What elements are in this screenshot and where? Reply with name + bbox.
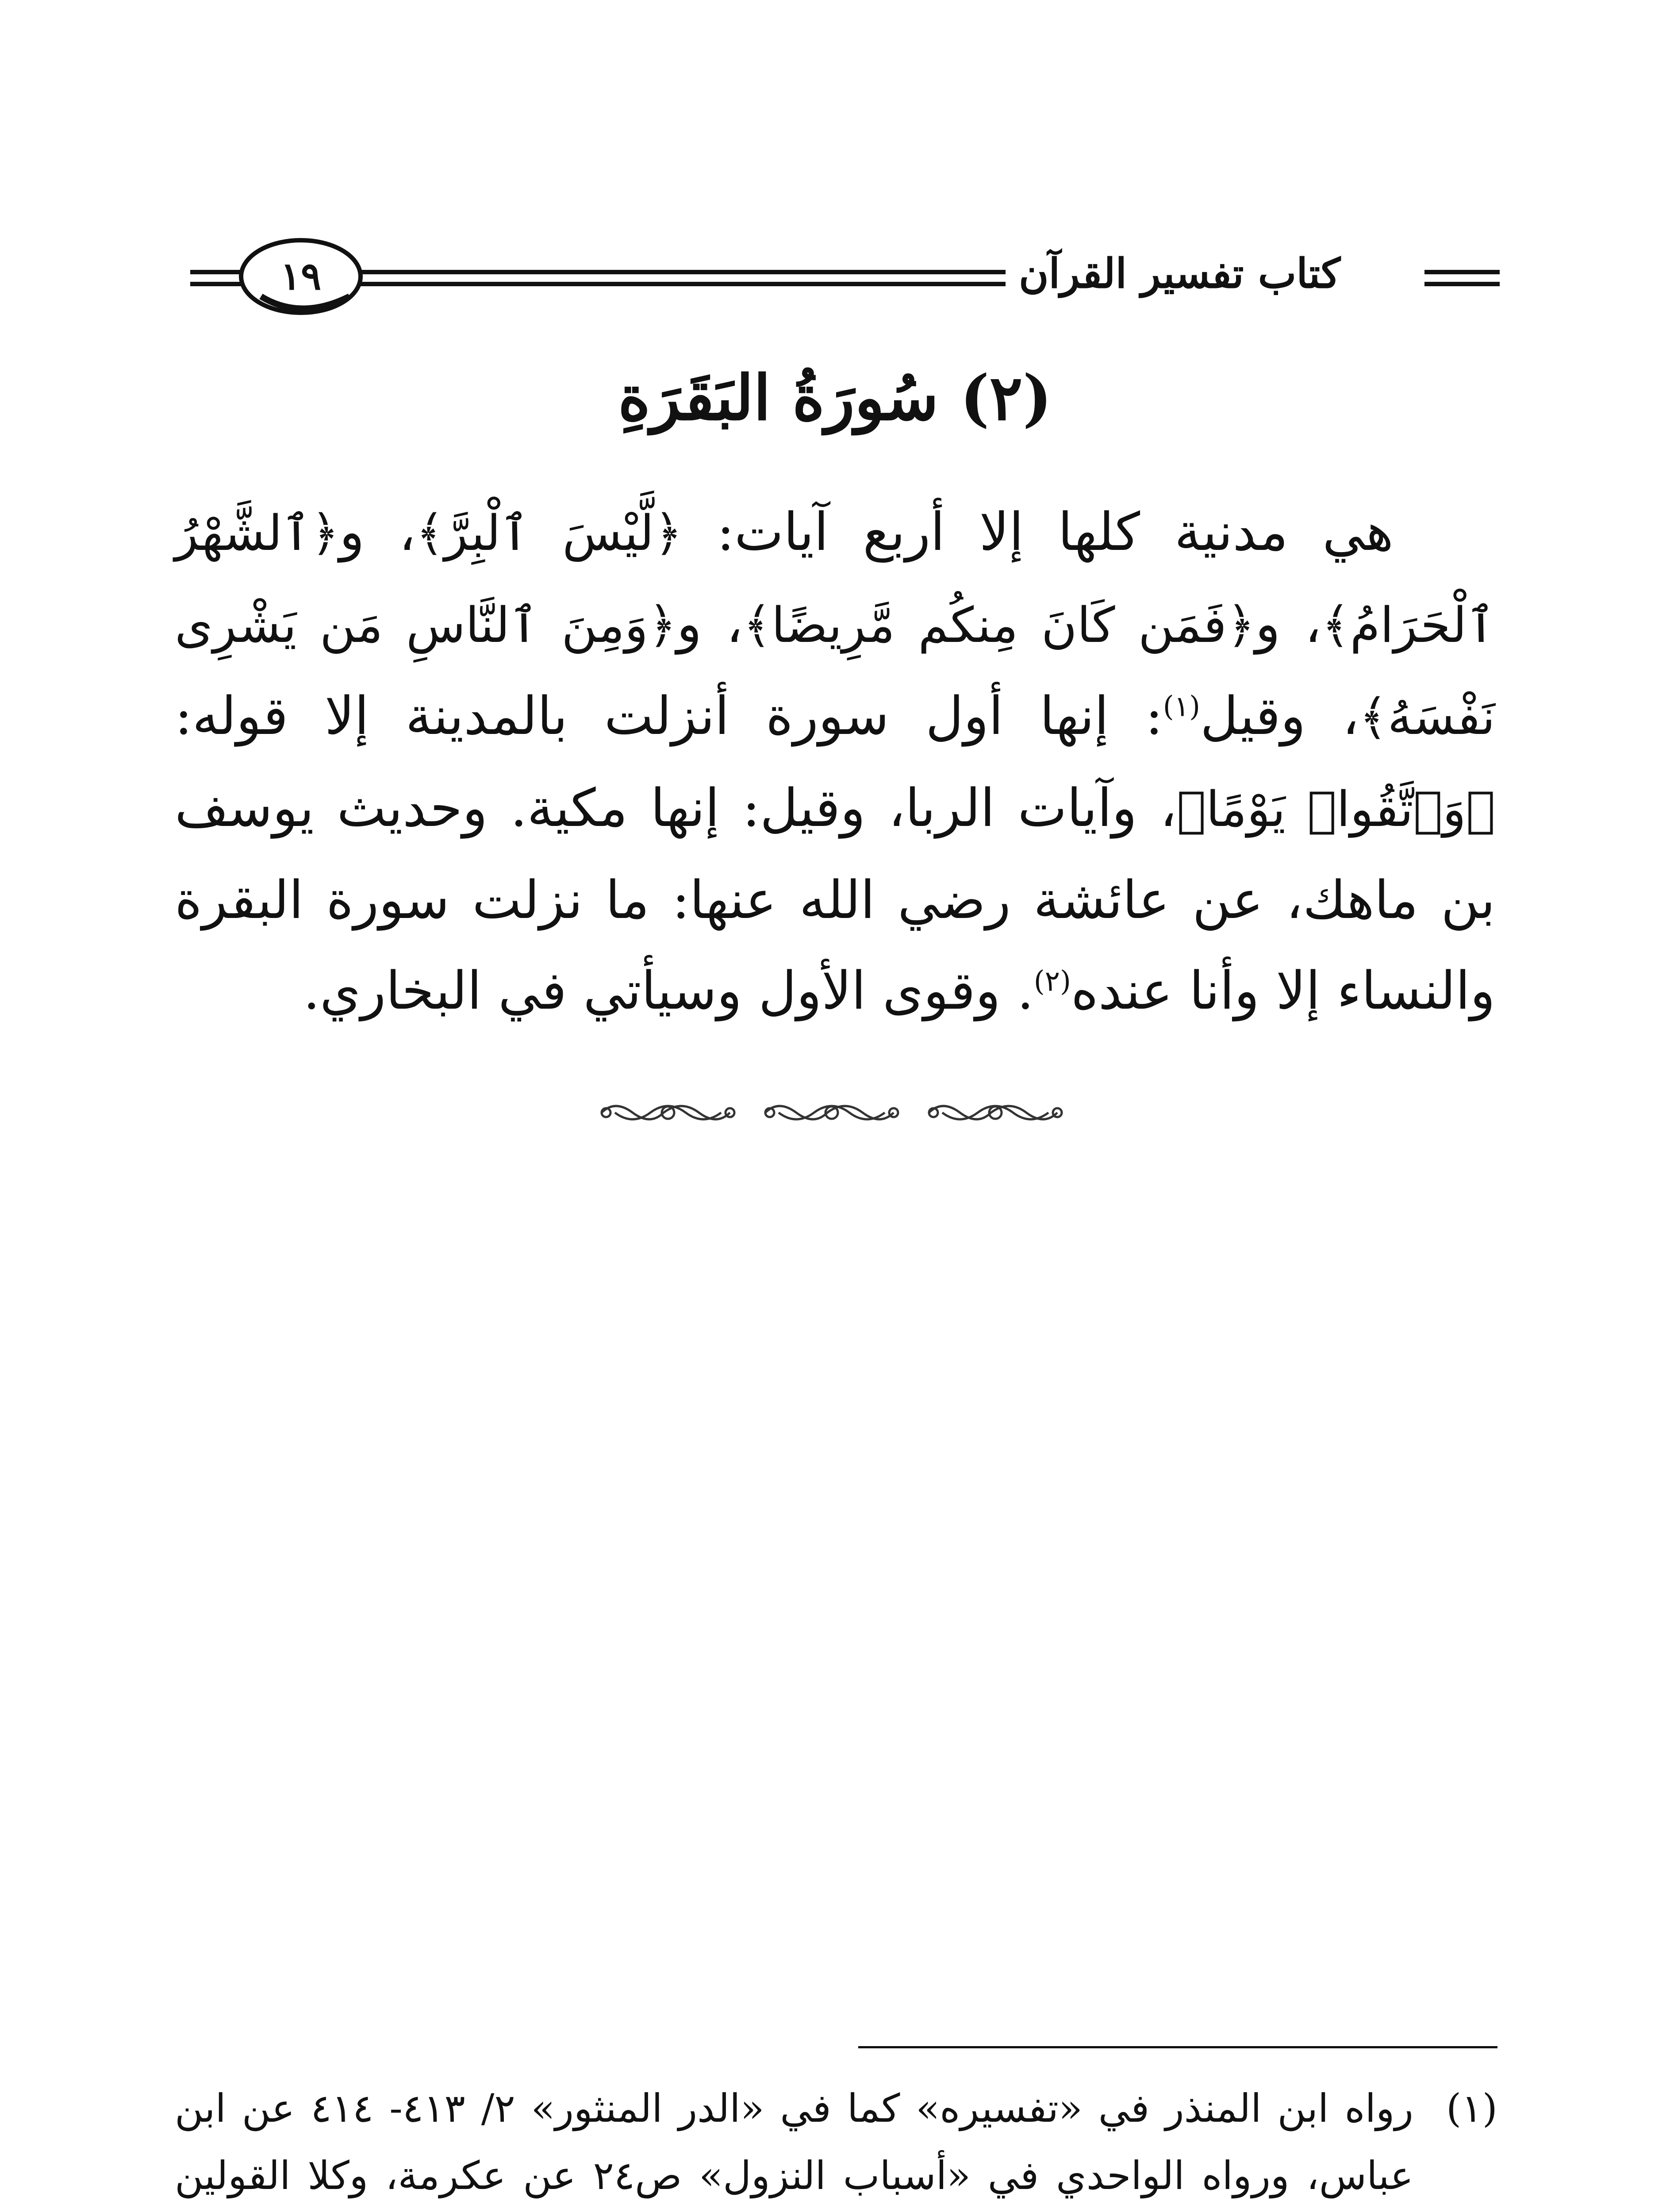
footnote-marker-2[interactable]: (٢) — [1033, 965, 1071, 998]
quran-quote: ﴿ٱلشَّهْرُ ٱلْحَرَامُ﴾ — [175, 505, 1496, 653]
body-text — [175, 487, 1495, 1036]
body-paragraph — [175, 487, 1495, 1036]
footnote-text: رواه ابن المنذر في «تفسيره» كما في «الدر المنثور» ٢/ ٤١٣- ٤١٤ عن ابن عباس، ورواه الواحدي في «أسباب النزول» ص٢٤ عن عكرمة، وكلا القولين — [175, 2085, 1414, 2198]
book-title: كتاب تفسير القرآن — [1006, 247, 1354, 300]
surah-title: (٢) سُورَةُ البَقَرَةِ — [618, 362, 1052, 434]
quran-quote: ﴿فَمَن كَانَ مِنكُم مَّرِيضًا﴾ — [743, 597, 1255, 653]
footnote-number: (١) — [1446, 2085, 1497, 2131]
quran-quote: ﴿وَٱتَّقُوا۟ يَوْمًا﴾ — [1177, 781, 1495, 837]
quran-quote: ﴿لَّيْسَ ٱلْبِرَّ﴾ — [415, 505, 683, 561]
body-text-segment: : إنها أول سورة أنزلت بالمدينة إلا قوله: — [175, 685, 1163, 746]
footnotes — [175, 2075, 1497, 2212]
footnote-marker-1[interactable]: (١) — [1163, 690, 1201, 723]
section-ornament — [588, 1093, 1075, 1133]
page-number: ١٩ — [280, 254, 322, 299]
body-text-segment: ، و — [676, 593, 743, 654]
footnote-1 — [175, 2075, 1497, 2212]
body-text-segment: ، وقيل — [1200, 685, 1359, 746]
body-text-segment: ، و — [1255, 593, 1322, 654]
body-text-segment: هي مدنية كلها إلا أربع آيات: — [682, 501, 1394, 562]
body-text-segment: ، و — [339, 501, 416, 562]
body-text-segment: . وقوى الأول وسيأتي في البخاري. — [303, 960, 1034, 1021]
footnote-separator — [858, 2046, 1497, 2048]
quran-quote: ﴿وَمِنَ ٱلنَّاسِ مَن يَشْرِى نَفْسَهُ﴾ — [175, 597, 1495, 745]
running-header — [190, 230, 1500, 323]
body-text-segment: ، وآيات الربا، وقيل: إنها مكية. وحديث يوسف بن ماهك، عن عائشة رضي الله عنها: ما نزلت سورة البقرة والنساء إلا وأنا عنده — [175, 777, 1495, 1021]
